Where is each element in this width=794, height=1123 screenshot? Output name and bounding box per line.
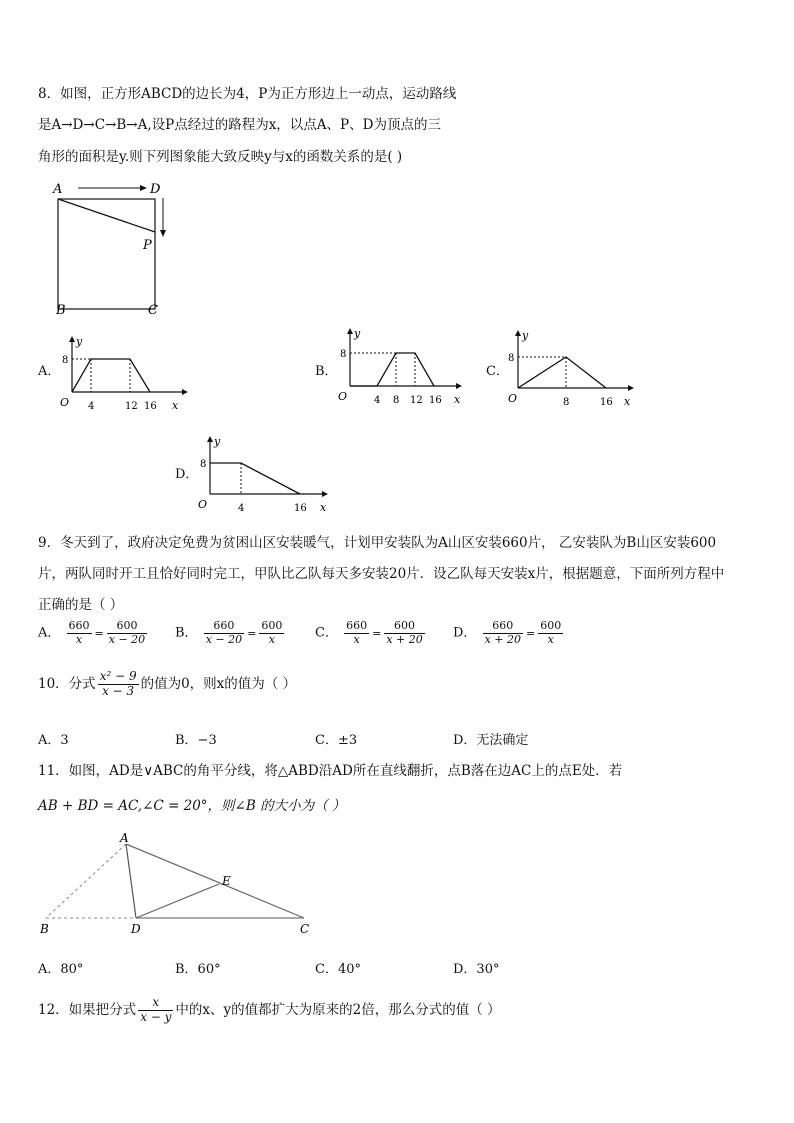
label-p: P bbox=[143, 238, 152, 253]
svg-text:x: x bbox=[320, 501, 327, 514]
q11-line-2: AB + BD = AC,∠C = 20°，则∠B 的大小为（ ） bbox=[38, 798, 346, 814]
q10-option-a[interactable]: A．3 bbox=[38, 733, 69, 748]
svg-text:x: x bbox=[454, 393, 461, 406]
label-a: A bbox=[53, 182, 63, 197]
q9-option-b[interactable]: B． $\frac{660}{x - 20}$ = $\frac{600}{x}$ bbox=[175, 619, 283, 646]
svg-text:8: 8 bbox=[393, 395, 400, 406]
q9-line-3: 正确的是（ ） bbox=[38, 597, 124, 613]
q10-option-d[interactable]: D．无法确定 bbox=[453, 733, 529, 748]
q8-option-d-graph[interactable] bbox=[196, 434, 341, 516]
q9-line-2: 片，两队同时开工且恰好同时完工，甲队比乙队每天多安装20片．设乙队每天安装x片，根据题意，下面所列方程中 bbox=[38, 566, 725, 582]
q8-square-figure bbox=[48, 176, 188, 321]
option-d-curve bbox=[210, 463, 300, 494]
svg-text:4: 4 bbox=[88, 401, 95, 412]
label-c: C bbox=[300, 922, 310, 936]
q8-option-d-letter[interactable]: D． bbox=[175, 467, 199, 482]
q8-option-b-letter[interactable]: B． bbox=[315, 364, 338, 379]
q8-line-3: 角形的面积是y.则下列图象能大致反映y与x的函数关系的是( ) bbox=[38, 149, 403, 165]
svg-text:12: 12 bbox=[125, 401, 138, 412]
svg-text:y: y bbox=[214, 435, 221, 448]
svg-text:O: O bbox=[198, 498, 208, 511]
label-d: D bbox=[150, 182, 161, 197]
q11-option-d[interactable]: D．30° bbox=[453, 962, 500, 977]
option-c-curve bbox=[518, 357, 606, 388]
label-e: E bbox=[222, 874, 231, 888]
svg-text:8: 8 bbox=[508, 353, 515, 364]
q8-line-2: 是A→D→C→B→A,设P点经过的路程为x，以点A、P、D为顶点的三 bbox=[38, 117, 441, 133]
segment-ad bbox=[126, 844, 136, 918]
svg-text:8: 8 bbox=[200, 459, 207, 470]
svg-text:4: 4 bbox=[374, 395, 381, 406]
svg-text:y: y bbox=[354, 327, 361, 340]
q9-option-d[interactable]: D． $\frac{660}{x + 20}$ = $\frac{600}{x}$ bbox=[453, 619, 562, 646]
q9-option-a[interactable]: A． $\frac{660}{x}$ = $\frac{600}{x - 20}$ bbox=[38, 619, 146, 646]
q12-stem: 12．如果把分式 $\frac{x}{x - y}$ 中的x、y的值都扩大为原来的2倍，那么分式的值（ ） bbox=[38, 995, 501, 1024]
segment-ac bbox=[126, 844, 304, 918]
arrow-a-to-d-head bbox=[140, 185, 147, 191]
svg-text:O: O bbox=[338, 390, 348, 403]
svg-text:x: x bbox=[172, 399, 179, 412]
q9-option-c[interactable]: C． $\frac{660}{x}$ = $\frac{600}{x + 20}$ bbox=[315, 619, 423, 646]
q8-option-b-graph[interactable] bbox=[336, 326, 476, 408]
svg-text:4: 4 bbox=[238, 503, 245, 514]
svg-text:12: 12 bbox=[410, 395, 423, 406]
q11-option-c[interactable]: C．40° bbox=[315, 962, 361, 977]
q8-option-c-letter[interactable]: C． bbox=[486, 364, 509, 379]
svg-text:y: y bbox=[76, 335, 83, 348]
q11-triangle-figure bbox=[36, 832, 326, 940]
q11-line-1: 11．如图，AD是∨ABC的角平分线，将△ABD沿AD所在直线翻折，点B落在边AC上的点E处．若 bbox=[38, 763, 623, 779]
arrow-d-to-c-head bbox=[160, 230, 166, 237]
q11-option-b[interactable]: B．60° bbox=[175, 962, 221, 977]
q8-option-a-letter[interactable]: A． bbox=[38, 364, 61, 379]
svg-text:8: 8 bbox=[340, 349, 347, 360]
svg-text:8: 8 bbox=[62, 355, 69, 366]
svg-text:16: 16 bbox=[294, 503, 307, 514]
segment-ab bbox=[46, 844, 126, 918]
option-b-curve bbox=[350, 353, 434, 386]
q10-stem: 10．分式 $\frac{\text{x² − 9}}{x - 3}$ 的值为0，则x的值为（ ） bbox=[38, 669, 297, 698]
q10-option-b[interactable]: B．−3 bbox=[175, 733, 217, 748]
segment-ap bbox=[58, 199, 155, 232]
svg-text:8: 8 bbox=[563, 397, 570, 408]
svg-text:y: y bbox=[522, 329, 529, 342]
q11-option-a[interactable]: A．80° bbox=[38, 962, 84, 977]
svg-text:16: 16 bbox=[144, 401, 157, 412]
label-a: A bbox=[120, 832, 129, 845]
q8-option-a-graph[interactable] bbox=[58, 334, 198, 414]
label-b: B bbox=[56, 303, 66, 318]
svg-text:16: 16 bbox=[429, 395, 442, 406]
label-d: D bbox=[131, 922, 141, 936]
svg-text:O: O bbox=[60, 396, 70, 409]
option-a-curve bbox=[72, 359, 150, 392]
q8-line-1: 8．如图，正方形ABCD的边长为4，P为正方形边上一动点，运动路线 bbox=[38, 86, 457, 102]
segment-de bbox=[136, 884, 219, 918]
svg-text:16: 16 bbox=[600, 397, 613, 408]
q8-option-c-graph[interactable] bbox=[506, 328, 646, 410]
svg-text:O: O bbox=[508, 392, 518, 405]
q9-line-1: 9．冬天到了，政府决定免费为贫困山区安装暖气，计划甲安装队为A山区安装660片， 乙安装队为B山区安装600 bbox=[38, 535, 717, 551]
label-b: B bbox=[40, 922, 49, 936]
svg-text:x: x bbox=[624, 395, 631, 408]
label-c: C bbox=[148, 303, 158, 318]
q10-option-c[interactable]: C．±3 bbox=[315, 733, 358, 748]
